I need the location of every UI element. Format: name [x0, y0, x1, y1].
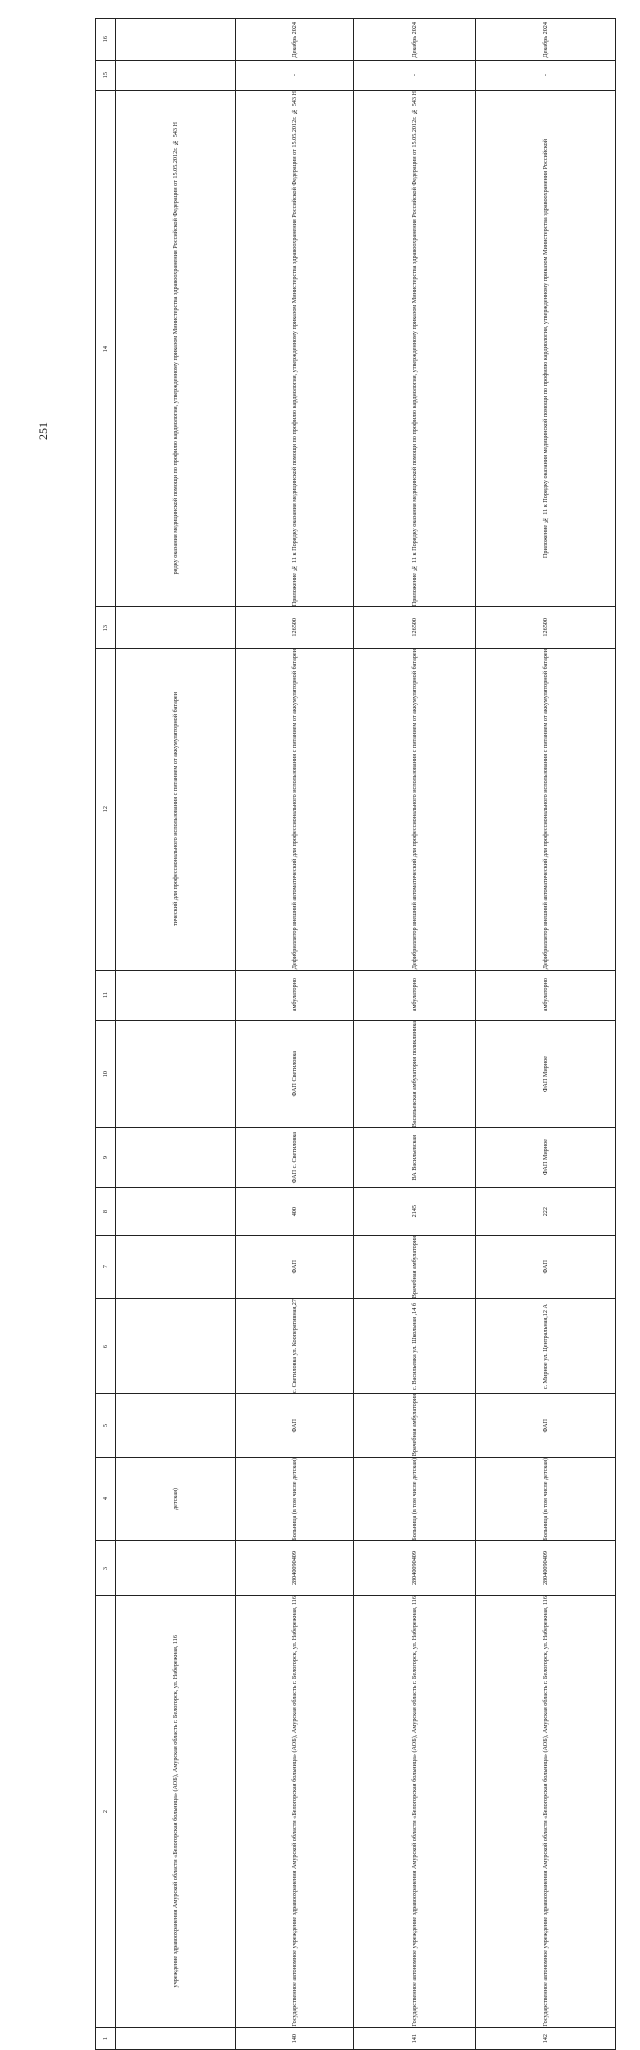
column-number-label: 15 [101, 72, 109, 79]
table-cell [354, 1020, 476, 1127]
table-cell [354, 1127, 476, 1187]
cell-text: ФАП Мирное [541, 1055, 549, 1092]
cell-text: 141 [410, 2033, 418, 2043]
column-number [96, 19, 116, 61]
table-cell [476, 19, 616, 61]
cell-text: Больница (в том числе детская) [541, 1457, 549, 1541]
column-number-label: 7 [101, 1265, 109, 1269]
column-number [96, 1235, 116, 1298]
table-cell [236, 970, 354, 1020]
table-cell [476, 1127, 616, 1187]
column-number [96, 1457, 116, 1541]
column-band-10 [96, 1020, 616, 1127]
column-number [96, 2027, 116, 2049]
table-cell [476, 1394, 616, 1457]
cell-text: Декабрь 2024 [290, 21, 298, 58]
table-cell [236, 2027, 354, 2049]
cell-text: 126500 [290, 618, 298, 638]
column-number [96, 1127, 116, 1187]
cell-text: Дефибриллятор внешний автоматический для профессионального использования с питанием от аккумуляторной батареи [541, 649, 549, 970]
table-cell [116, 91, 236, 607]
cell-text: Приложение № 11 к Порядку оказания медицинской помощи по профилю кардиология, утвержденному приказом Министерства здравоохранения Российской [541, 139, 549, 559]
cell-text: Дефибриллятор внешний автоматический для профессионального использования с питанием от аккумуляторной батареи [410, 649, 418, 970]
cell-text: Врачебная амбулатория [410, 1235, 418, 1299]
cell-text: ВА Васильевская [410, 1134, 418, 1181]
table-cell [236, 91, 354, 607]
column-number [96, 61, 116, 91]
cell-text: Декабрь 2024 [410, 21, 418, 58]
table-cell [354, 19, 476, 61]
column-band-11 [96, 970, 616, 1020]
table-cell [236, 1020, 354, 1127]
cell-text: Васильевская амбулатория поликлиника [410, 1020, 418, 1127]
column-band-3 [96, 1541, 616, 1596]
column-band-7 [96, 1235, 616, 1298]
table-cell [116, 61, 236, 91]
cell-text: 2145 [410, 1205, 418, 1218]
table-cell [476, 649, 616, 970]
table-cell [116, 649, 236, 970]
table-cell [236, 1127, 354, 1187]
cell-text: Больница (в том числе детская) [410, 1457, 418, 1541]
table-cell [116, 1541, 236, 1596]
table-cell [476, 1541, 616, 1596]
table-cell [476, 607, 616, 649]
column-number-label: 10 [101, 1070, 109, 1077]
cell-text: - [290, 74, 298, 77]
column-band-15 [96, 61, 616, 91]
column-band-5 [96, 1394, 616, 1457]
cell-text: ФАП [290, 1418, 298, 1433]
cell-text: Декабрь 2024 [541, 21, 549, 58]
cell-text: 400 [290, 1206, 298, 1216]
table-cell [354, 1187, 476, 1235]
column-band-8 [96, 1187, 616, 1235]
cell-text: ФАП Светиловка [290, 1050, 298, 1097]
cell-text: ФАП [290, 1260, 298, 1274]
table-cell [116, 1596, 236, 2027]
table-cell [476, 1020, 616, 1127]
column-band-14 [96, 91, 616, 607]
column-band-16 [96, 19, 616, 61]
table-cell [236, 649, 354, 970]
table-cell [354, 91, 476, 607]
column-number-label: 13 [101, 624, 109, 631]
cell-text: ФАП Мирное [541, 1139, 549, 1176]
table-cell [116, 2027, 236, 2049]
column-band-9 [96, 1127, 616, 1187]
cell-text: с. Васильевка ул. Школьная ,14 б [410, 1302, 418, 1390]
column-number-label: 12 [101, 806, 109, 813]
cell-text: 28040090409 [541, 1551, 549, 1586]
column-band-2 [96, 1596, 616, 2027]
cell-text: 28040090409 [410, 1551, 418, 1586]
column-number-label: 3 [101, 1566, 109, 1570]
column-band-1 [96, 2027, 616, 2049]
cell-text: детская) [171, 1487, 179, 1510]
column-band-4 [96, 1457, 616, 1541]
cell-text: Приложение № 11 к Порядку оказания медицинской помощи по профилю кардиология, утвержденному приказом Министерства здравоохранения Российской Федерации от 15.05.2012г. № 543 Н [290, 91, 298, 607]
table-cell [476, 1187, 616, 1235]
column-number [96, 607, 116, 649]
cell-text: с. Светиловка ул. Кооперативная,27 [290, 1299, 298, 1394]
table-cell [354, 61, 476, 91]
table-cell [116, 1299, 236, 1394]
cell-text: Государственное автономное учреждение здравоохранения Амурской области «Белогорская больница» (АОБ), Амурская область г. Белогорск, ул. Набережная, 116 [410, 1596, 418, 2027]
column-number-label: 6 [101, 1344, 109, 1348]
column-number [96, 1596, 116, 2027]
table-cell [236, 1235, 354, 1298]
table-cell [354, 1541, 476, 1596]
cell-text: Врачебная амбулатория [410, 1394, 418, 1457]
cell-text: 28040090409 [290, 1551, 298, 1586]
column-number-label: 11 [101, 992, 109, 999]
table-cell [236, 1596, 354, 2027]
cell-text: Дефибриллятор внешний автоматический для профессионального использования с питанием от аккумуляторной батареи [290, 649, 298, 970]
table-cell [116, 1394, 236, 1457]
column-number [96, 1541, 116, 1596]
table-cell [476, 1457, 616, 1541]
column-number [96, 1020, 116, 1127]
cell-text: 222 [541, 1206, 549, 1216]
table-cell [354, 649, 476, 970]
column-number [96, 970, 116, 1020]
table-cell [476, 2027, 616, 2049]
column-number-label: 2 [101, 1810, 109, 1814]
cell-text: 140 [290, 2033, 298, 2043]
table-cell [354, 607, 476, 649]
column-band-13 [96, 607, 616, 649]
cell-text: Государственное автономное учреждение здравоохранения Амурской области «Белогорская больница» (АОБ), Амурская область г. Белогорск, ул. Набережная, 116 [541, 1596, 549, 2027]
page-number: 251 [36, 422, 50, 440]
table-cell [354, 1299, 476, 1394]
register-table [95, 18, 616, 2050]
cell-text: 142 [541, 2033, 549, 2043]
cell-text: учреждение здравоохранения Амурской области «Белогорская больница» (АОБ), Амурская область г. Белогорск, ул. Набережная, 116 [171, 1635, 179, 1988]
table-cell [236, 1299, 354, 1394]
cell-text: Приложение № 11 к Порядку оказания медицинской помощи по профилю кардиология, утвержденному приказом Министерства здравоохранения Российской Федерации от 15.05.2012г. № 543 Н [410, 91, 418, 607]
table-cell [354, 1457, 476, 1541]
cell-text: 126500 [410, 618, 418, 638]
table-cell [116, 970, 236, 1020]
table-cell [476, 1235, 616, 1298]
column-number-label: 1 [101, 2036, 109, 2040]
table-cell [476, 61, 616, 91]
table-cell [236, 1541, 354, 1596]
table-cell [236, 61, 354, 91]
table-cell [116, 1020, 236, 1127]
cell-text: рядку оказания медицинской помощи по профилю кардиология, утвержденному приказом Министерства здравоохранения Российской Федерации от 15.05.2012г. № 543 Н [171, 122, 179, 575]
cell-text: ФАП [541, 1260, 549, 1274]
table-cell [476, 91, 616, 607]
cell-text: амбулаторно [410, 978, 418, 1012]
column-number-label: 9 [101, 1155, 109, 1159]
column-number [96, 91, 116, 607]
cell-text: Государственное автономное учреждение здравоохранения Амурской области «Белогорская больница» (АОБ), Амурская область г. Белогорск, ул. Набережная, 116 [290, 1596, 298, 2027]
cell-text: - [541, 74, 549, 77]
table-cell [116, 1457, 236, 1541]
column-number-label: 5 [101, 1423, 109, 1427]
column-band-12 [96, 649, 616, 970]
column-number-label: 16 [101, 36, 109, 43]
table-cell [354, 970, 476, 1020]
table-cell [476, 970, 616, 1020]
column-number-label: 4 [101, 1497, 109, 1501]
table-cell [236, 1187, 354, 1235]
column-number-label: 14 [101, 345, 109, 352]
table-cell [354, 1596, 476, 2027]
column-band-6 [96, 1299, 616, 1394]
table-cell [354, 1235, 476, 1298]
table-cell [116, 1127, 236, 1187]
column-number [96, 1187, 116, 1235]
cell-text: Больница (в том числе детская) [290, 1457, 298, 1541]
table-cell [236, 607, 354, 649]
table-cell [236, 1457, 354, 1541]
column-number [96, 649, 116, 970]
table-cell [354, 2027, 476, 2049]
cell-text: ФАП [541, 1418, 549, 1433]
data-table [95, 18, 615, 2043]
table-cell [116, 19, 236, 61]
column-number-label: 8 [101, 1209, 109, 1213]
table-cell [476, 1299, 616, 1394]
cell-text: 126500 [541, 618, 549, 638]
table-cell [354, 1394, 476, 1457]
table-cell [476, 1596, 616, 2027]
cell-text: амбулаторно [290, 978, 298, 1012]
cell-text: с. Мирное ул. Центральная,12 А [541, 1303, 549, 1389]
table-cell [236, 1394, 354, 1457]
table-cell [236, 19, 354, 61]
cell-text: - [410, 74, 418, 77]
table-cell [116, 1187, 236, 1235]
column-number [96, 1394, 116, 1457]
column-number [96, 1299, 116, 1394]
table-cell [116, 1235, 236, 1298]
cell-text: амбулаторно [541, 978, 549, 1012]
cell-text: ФАП с. Светиловка [290, 1131, 298, 1183]
table-cell [116, 607, 236, 649]
cell-text: тический для профессионального использования с питанием от аккумуляторной батареи [171, 692, 179, 927]
